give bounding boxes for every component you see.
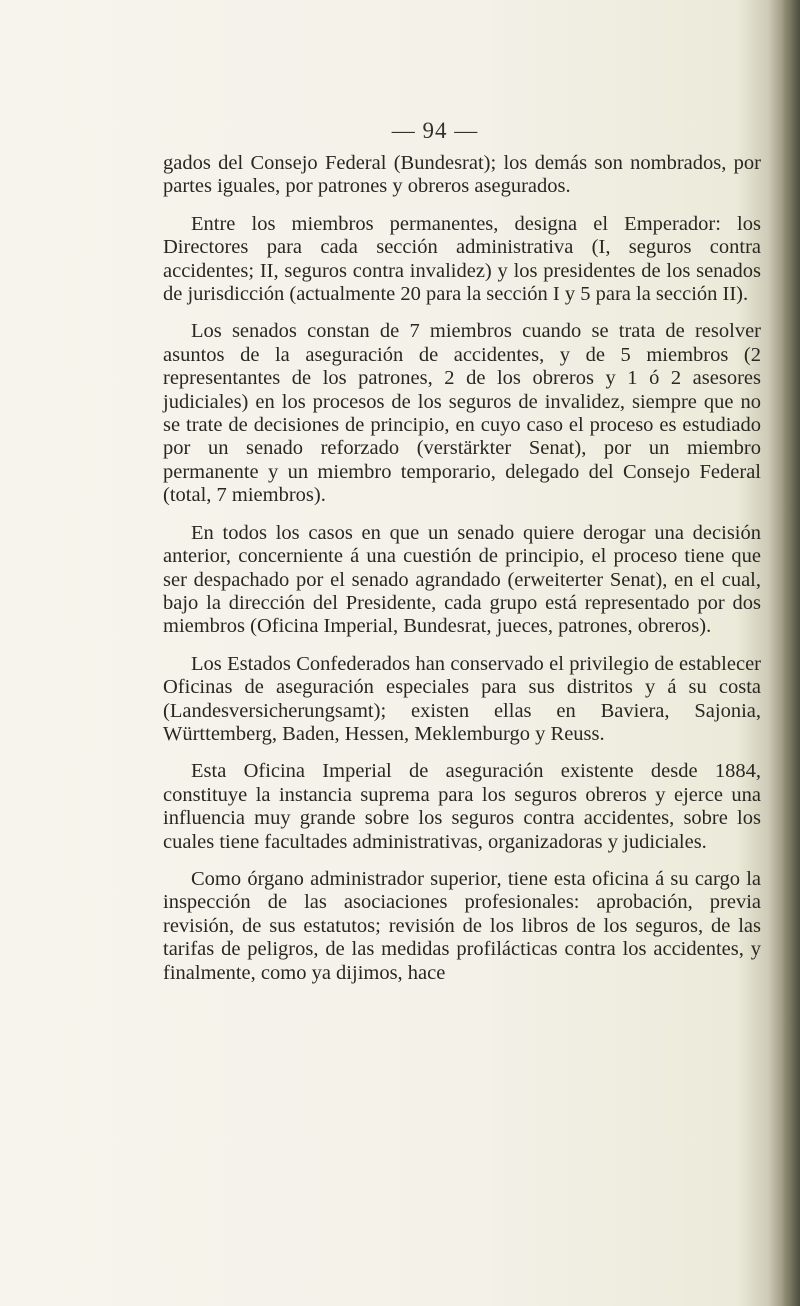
paragraph-2: Entre los miembros permanentes, designa el Emperador: los Directores para cada sección administrativa (I, seguros contra accidentes; II, seguros contra invalidez) y los presidentes de los senados de jurisdicción (actualmente 20 para la sección I y 5 para la sección II).: [163, 212, 761, 306]
page-number: — 94 —: [391, 118, 479, 143]
paragraph-4: En todos los casos en que un senado quiere derogar una decisión anterior, concerniente á una cuestión de principio, el proceso tiene que ser despachado por el senado agrandado (erweiterter Senat), en el cual, bajo la dirección del Presidente, cada grupo está representado por dos miembros (Oficina Imperial, Bundesrat, jueces, patrones, obreros).: [163, 521, 761, 638]
page-binding-edge: [782, 0, 800, 1306]
paragraph-6: Esta Oficina Imperial de aseguración existente desde 1884, constituye la instancia suprema para los seguros obreros y ejerce una influencia muy grande sobre los seguros contra accidentes, sobre los cuales tiene facultades administrativas, organizadoras y judiciales.: [163, 760, 761, 853]
paragraph-7: Como órgano administrador superior, tiene esta oficina á su cargo la inspección de las asociaciones profesionales: aprobación, previa revisión, de sus estatutos; revisión de los libros de los seguros, de las tarifas de peligros, de las medidas profilácticas contra los accidentes, y finalmente, como ya dijimos, hace: [163, 867, 761, 984]
body-text: [163, 152, 761, 985]
paragraph-1: gados del Consejo Federal (Bundesrat); los demás son nombrados, por partes iguales, por patrones y obreros asegurados.: [163, 152, 761, 198]
paragraph-3: Los senados constan de 7 miembros cuando se trata de resolver asuntos de la aseguración de accidentes, y de 5 miembros (2 representantes de los patrones, 2 de los obreros y 1 ó 2 asesores judiciales) en los procesos de los seguros de invalidez, siempre que no se trate de decisiones de principio, en cuyo caso el proceso es estudiado por un senado reforzado (verstärkter Senat), por un miembro permanente y un miembro temporario, delegado del Consejo Federal (total, 7 miembros).: [163, 320, 761, 507]
paragraph-5: Los Estados Confederados han conservado el privilegio de establecer Oficinas de aseguración especiales para sus distritos y á su costa (Landesversicherungsamt); existen ellas en Baviera, Sajonia, Württemberg, Baden, Hessen, Meklemburgo y Reuss.: [163, 652, 761, 745]
